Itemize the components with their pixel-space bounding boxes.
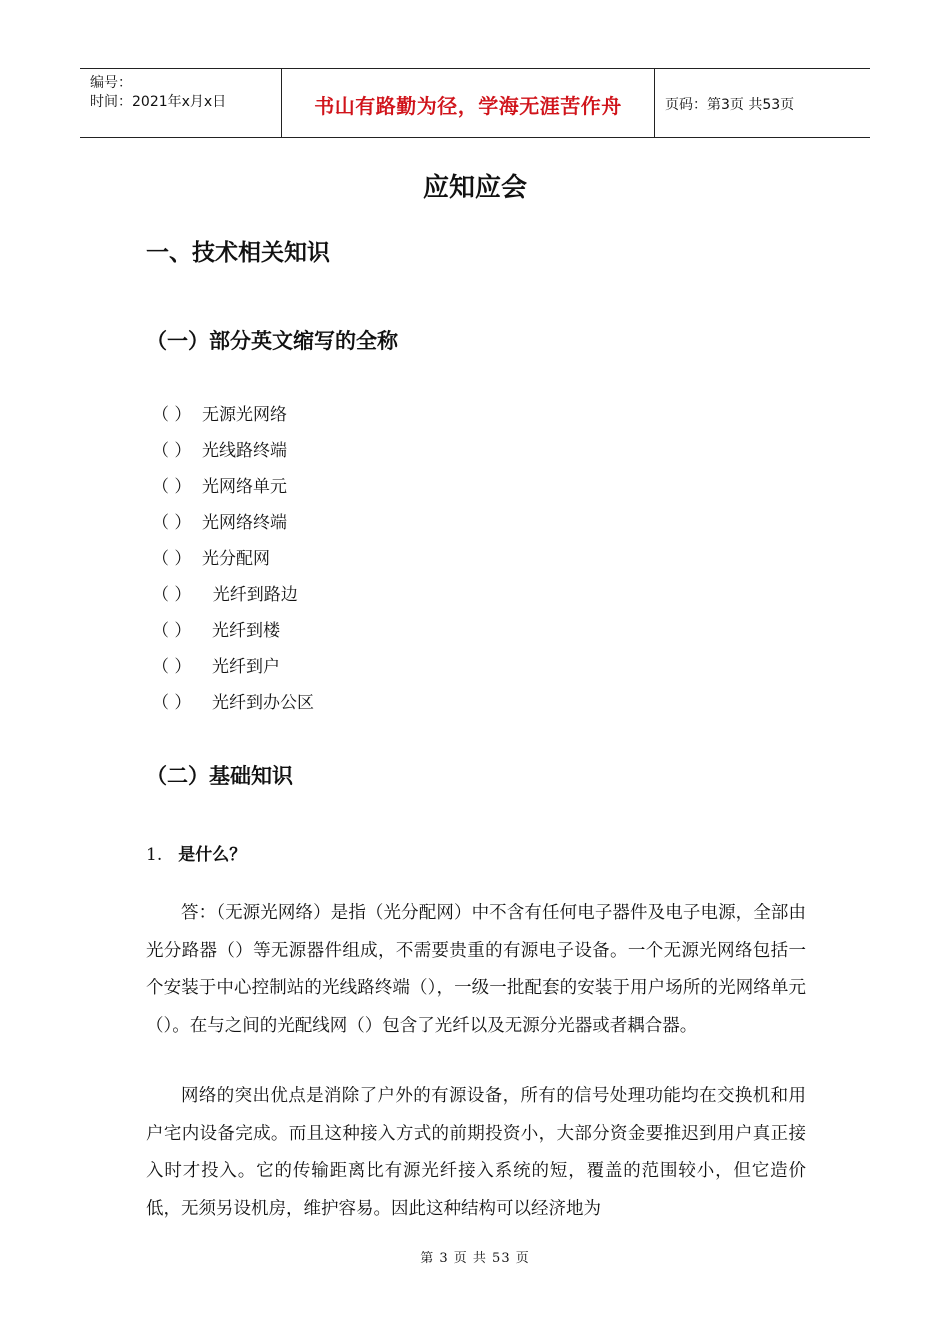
list-item-text: 光分配网 — [202, 549, 270, 569]
abbreviation-list — [152, 400, 314, 724]
section-title: 一、技术相关知识 — [146, 240, 330, 266]
body-paragraph: 网络的突出优点是消除了户外的有源设备，所有的信号处理功能均在交换机和用户宅内设备完成。而且这种接入方式的前期投资小，大部分资金要推迟到用户真正接入时才投入。它的传输距离比有源光纤接入系统的短，覆盖的范围较小，但它造价低，无须另设机房，维护容易。因此这种结构可以经济地为 — [146, 1086, 806, 1219]
answer-paragraph: 答：（无源光网络）是指（光分配网）中不含有任何电子器件及电子电源，全部由光分路器（）等无源器件组成，不需要贵重的有源电子设备。一个无源光网络包括一个安装于中心控制站的光线路终端（），一级一批配套的安装于用户场所的光网络单元（）。在与之间的光配线网（）包含了光纤以及无源分光器或者耦合器。 — [146, 903, 806, 1036]
page-footer: 第 3 页 共 53 页 — [420, 1251, 530, 1266]
list-item — [152, 508, 314, 544]
list-item-text: 无源光网络 — [202, 405, 287, 425]
header-page-cell — [655, 69, 870, 137]
question-heading — [146, 840, 246, 865]
blank-parentheses: （ ） — [152, 549, 192, 569]
document-header — [80, 68, 870, 138]
list-item-text: 光网络单元 — [202, 477, 287, 497]
blank-parentheses: （ ） — [152, 585, 192, 605]
list-item — [152, 580, 314, 616]
list-item — [152, 436, 314, 472]
blank-parentheses: （ ） — [152, 513, 192, 533]
list-item-text: 光纤到路边 — [202, 585, 298, 605]
list-item — [152, 472, 314, 508]
document-title: 应知应会 — [422, 173, 527, 203]
question-text: 是什么？ — [178, 845, 247, 865]
subsection-title-basics: （二）基础知识 — [146, 764, 293, 788]
list-item — [152, 544, 314, 580]
motto-text: 书山有路勤为径，学海无涯苦作舟 — [314, 94, 622, 118]
list-item-text: 光纤到户 — [212, 657, 280, 677]
question-number: 1. — [146, 845, 163, 865]
number-label: 编号： — [90, 75, 132, 91]
list-item — [152, 400, 314, 436]
list-item — [152, 688, 314, 724]
list-item-text: 光纤到楼 — [212, 621, 280, 641]
blank-parentheses: （ ） — [152, 405, 192, 425]
blank-parentheses: （ ） — [152, 657, 192, 677]
list-item-text: 光纤到办公区 — [212, 693, 314, 713]
blank-parentheses: （ ） — [152, 693, 192, 713]
time-label: 时间：2021年x月x日 — [90, 94, 227, 110]
header-motto-cell — [281, 69, 655, 137]
list-item — [152, 652, 314, 688]
list-item-text: 光线路终端 — [202, 441, 287, 461]
header-meta — [80, 69, 281, 137]
blank-parentheses: （ ） — [152, 441, 192, 461]
page-info: 页码：第3页 共53页 — [665, 97, 795, 113]
list-item-text: 光网络终端 — [202, 513, 287, 533]
blank-parentheses: （ ） — [152, 621, 192, 641]
list-item — [152, 616, 314, 652]
blank-parentheses: （ ） — [152, 477, 192, 497]
subsection-title-abbreviations: （一）部分英文缩写的全称 — [146, 329, 398, 353]
